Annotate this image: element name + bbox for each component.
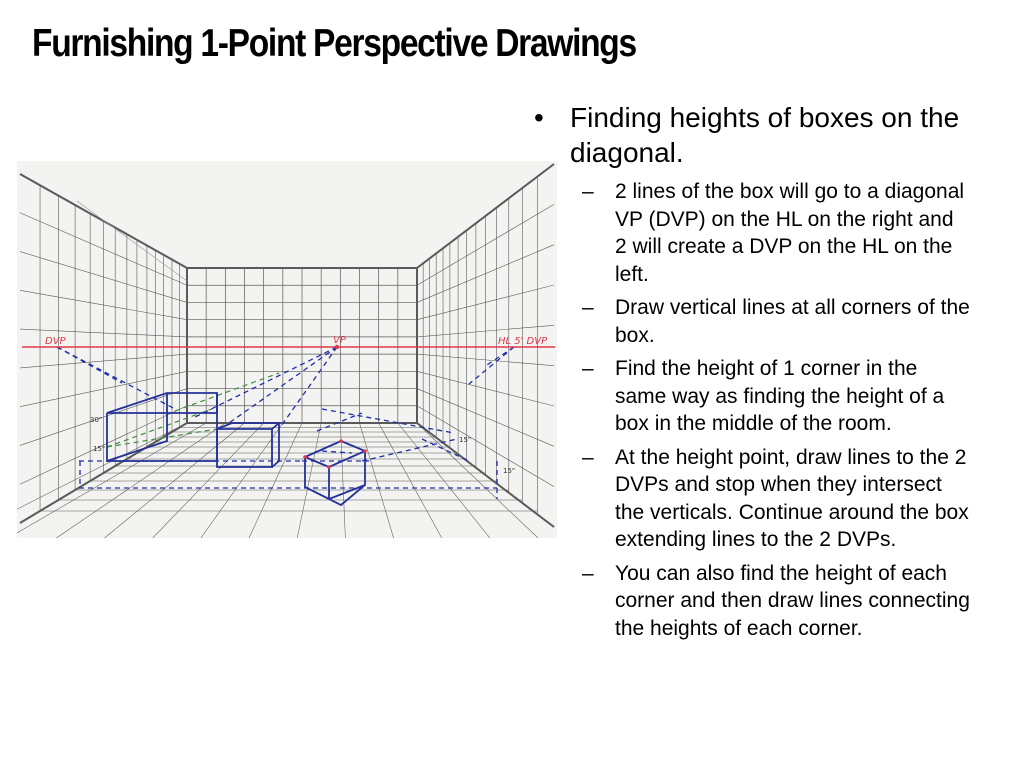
construction-line	[57, 347, 122, 383]
main-bullet	[530, 100, 970, 170]
construction-line	[322, 451, 352, 453]
sub-bullet-text: Find the height of 1 corner in the same way as finding the height of a box in the middle of the room.	[615, 357, 945, 435]
height-15-left-label: 15"	[93, 445, 106, 453]
sub-bullet-list	[530, 178, 970, 642]
perspective-drawing-figure	[17, 161, 557, 538]
construction-line	[107, 409, 212, 447]
sub-bullet-text: At the height point, draw lines to the 2 DVPs and stop when they intersect the verticals. Continue around the box extending lines to the 2 DVPs.	[615, 445, 969, 551]
construction-line	[107, 429, 217, 447]
box-edge	[305, 487, 329, 499]
corner-dot	[327, 465, 331, 469]
dvp-left-label: DVP	[45, 336, 66, 347]
grid-line	[77, 201, 187, 281]
floor-line	[379, 423, 442, 538]
construction-line	[362, 439, 457, 461]
floor-line	[17, 423, 187, 538]
sub-bullet-text: You can also find the height of each corner and then draw lines connecting the heights of each corner.	[615, 561, 970, 640]
height-15-right-label: 15"	[503, 467, 516, 475]
sub-bullet	[530, 444, 970, 554]
floor-line	[17, 423, 206, 538]
slide-title: Furnishing 1-Point Perspective Drawings	[32, 22, 636, 65]
corner-dot	[339, 439, 343, 443]
sub-bullet	[530, 355, 970, 438]
height-30-label: 30"	[90, 416, 103, 424]
box-edge	[329, 485, 365, 499]
sub-bullet-text: 2 lines of the box will go to a diagonal VP (DVP) on the HL on the right and 2 will create a DVP on the HL on the left.	[615, 180, 965, 286]
height-15-mid-label: 15"	[459, 436, 472, 444]
floor-line	[249, 423, 302, 538]
dash-marker: –	[582, 180, 594, 203]
sub-bullet	[530, 560, 970, 643]
floor-line	[201, 423, 283, 538]
dash-marker: –	[582, 445, 594, 469]
vp-label: VP	[333, 335, 346, 346]
sub-bullet	[530, 294, 970, 349]
bullet-marker: •	[534, 102, 544, 133]
box-edge	[305, 441, 365, 467]
floor-line	[297, 423, 321, 538]
construction-line	[279, 347, 337, 429]
dash-marker: –	[582, 357, 594, 380]
hl-dvp-right-label: HL 5' DVP	[498, 336, 548, 347]
perspective-drawing	[17, 161, 557, 538]
floor-line	[417, 423, 538, 538]
bullet-list	[530, 100, 970, 648]
sub-bullet-text: Draw vertical lines at all corners of the box.	[615, 296, 970, 347]
construction-line	[322, 409, 454, 433]
dash-marker: –	[582, 561, 594, 585]
main-bullet-text: Finding heights of boxes on the diagonal.	[570, 102, 960, 168]
corner-dot	[363, 449, 367, 453]
room-grid	[17, 164, 554, 538]
sub-bullet	[530, 178, 970, 288]
floor-line	[56, 423, 225, 538]
dash-marker: –	[582, 296, 594, 319]
corner-dot	[303, 455, 307, 459]
floor-line	[153, 423, 264, 538]
